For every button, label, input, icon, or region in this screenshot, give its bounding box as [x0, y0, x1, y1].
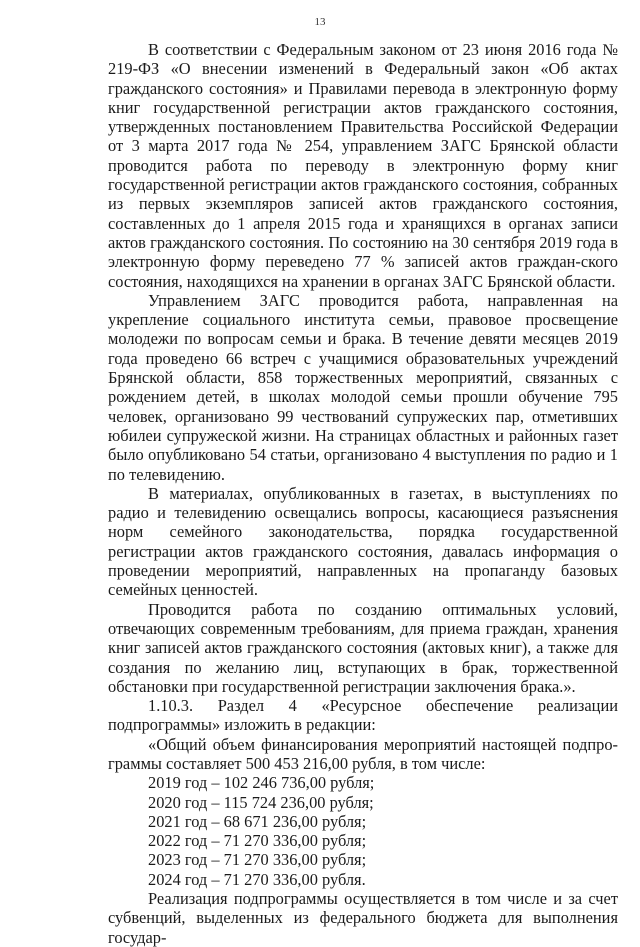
document-body	[108, 40, 618, 947]
paragraph-reception-conditions: Проводится работа по созданию оптимальных условий, отвечающих современным требованиям, для приема граждан, хранения книг записей актов гражданского состояния (актовых книг), а также для создания по желанию лиц, вступающих в брак, торжественной обстановки при государственной регистрации заключения брака.».	[108, 599, 618, 696]
paragraph-total-funding: «Общий объем финансирования мероприятий настоящей подпро-граммы составляет 500 453 216,00 рубля, в том числе:	[108, 734, 618, 773]
funding-year-item: 2020 год – 115 724 236,00 рубля;	[148, 792, 374, 812]
paragraph-electronic-conversion: В соответствии с Федеральным законом от 23 июня 2016 года № 219-ФЗ «О внесении изменений в Федеральный закон «Об актах гражданского состояния» и Правилами перевода в электронную форму книг государственной регистрации актов гражданского состояния, утвержденных постановлением Правительства Российской Федерации от 3 марта 2017 года № 254, управлением ЗАГС Брянской области проводится работа по переводу в электронную форму книг государственной регистрации актов гражданского состояния, собранных из первых экземпляров записей актов гражданского состояния, составленных до 1 апреля 2015 года и хранящихся в органах записи актов гражданского состояния. По состоянию на 30 сентября 2019 года в электронную форму переведено 77 % записей актов граждан-ского состояния, находящихся на хранении в органах ЗАГС Брянской области.	[108, 40, 618, 291]
funding-year-item: 2022 год – 71 270 336,00 рубля;	[148, 831, 367, 851]
funding-year-list	[108, 773, 618, 889]
paragraph-subvention-funding: Реализация подпрограммы осуществляется в том числе и за счет субвенций, выделенных из федерального бюджета для выполнения государ-	[108, 889, 618, 947]
paragraph-family-institute: Управлением ЗАГС проводится работа, направленная на укрепление социального института семьи, правовое просвещение молодежи по вопросам семьи и брака. В течение девяти месяцев 2019 года проведено 66 встреч с учащимися образовательных учреждений Брянской области, 858 торжественных мероприятий, связанных с рождением детей, в школах молодой семьи прошли обучение 795 человек, организовано 99 чествований супружеских пар, отметивших юбилеи супружеской жизни. На страницах областных и районных газет было опубликовано 54 статьи, организовано 4 выступления по радио и 1 по телевидению.	[108, 290, 618, 484]
funding-year-item: 2024 год – 71 270 336,00 рубля.	[148, 869, 366, 889]
paragraph-media-coverage: В материалах, опубликованных в газетах, в выступлениях по радио и телевидению освещались вопросы, касающиеся разъяснения норм семейного законодательства, порядка государственной регистрации актов гражданского состояния, давалась информация о проведении мероприятий, направленных на пропаганду базовых семейных ценностей.	[108, 483, 618, 600]
funding-year-item: 2019 год – 102 246 736,00 рубля;	[148, 773, 375, 793]
funding-year-item: 2021 год – 68 671 236,00 рубля;	[148, 811, 367, 831]
funding-year-item: 2023 год – 71 270 336,00 рубля;	[148, 850, 367, 870]
page-number: 13	[314, 16, 326, 28]
paragraph-section-4-amendment: 1.10.3. Раздел 4 «Ресурсное обеспечение реализации подпрограммы» изложить в редакции:	[108, 696, 618, 735]
